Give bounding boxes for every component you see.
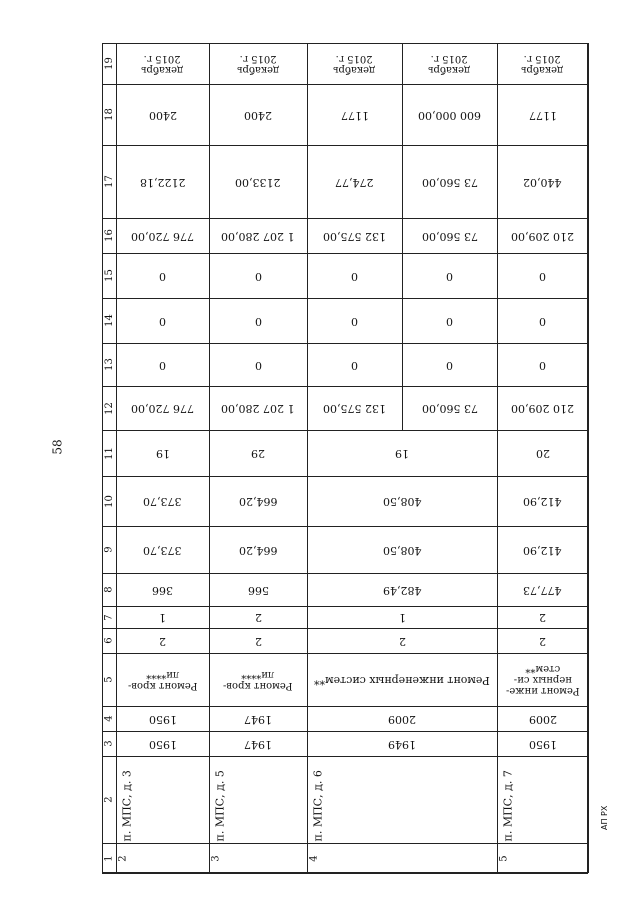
table-cell (497, 653, 588, 706)
cell-value: 132 575,00 (323, 229, 386, 243)
cell-value: 2122,18 (139, 175, 186, 189)
cell-value: 600 000,00 (418, 108, 481, 122)
rotated-table (102, 43, 588, 873)
cell-value: 132 575,00 (323, 402, 386, 415)
table-cell (497, 218, 588, 253)
table-cell (209, 386, 307, 430)
table-cell (209, 606, 307, 628)
table-cell (497, 145, 588, 218)
table-cell (307, 706, 497, 731)
table-cell (116, 43, 209, 84)
table-cell (307, 430, 497, 476)
table-cell (307, 606, 497, 628)
column-number-label: 16 (103, 229, 115, 242)
table-cell (116, 628, 209, 653)
table-cell (116, 430, 209, 476)
table-cell (209, 84, 307, 145)
table-cell (209, 706, 307, 731)
column-number-label: 6 (103, 637, 115, 644)
cell-value: Ремонт кров- ли**** (223, 668, 293, 691)
table-cell (209, 653, 307, 706)
cell-value: 412,90 (523, 495, 562, 508)
table-cell (402, 145, 497, 218)
table-cell (116, 476, 209, 526)
table-cell (209, 43, 307, 84)
table-cell (497, 84, 588, 145)
table-cell (209, 145, 307, 218)
cell-value: 210 209,00 (511, 402, 574, 415)
cell-value: 73 560,00 (421, 175, 478, 189)
cell-value: 0 (446, 314, 453, 328)
column-number-label: 2 (103, 796, 115, 803)
cell-value: 0 (539, 269, 546, 283)
table-cell (307, 343, 402, 386)
table-cell (209, 218, 307, 253)
table-cell (209, 573, 307, 606)
table-cell (116, 298, 209, 343)
column-number (102, 526, 116, 573)
table-cell (209, 731, 307, 756)
column-number (102, 253, 116, 298)
cell-value: 0 (351, 314, 358, 328)
column-number-label: 9 (103, 546, 115, 553)
column-number (102, 430, 116, 476)
cell-value: 408,50 (382, 495, 422, 508)
table-cell (307, 253, 402, 298)
cell-value: 274,77 (335, 175, 374, 189)
table-cell (307, 218, 402, 253)
cell-value: 2 (254, 611, 262, 624)
column-number (102, 843, 116, 873)
table-cell (209, 628, 307, 653)
table-cell (497, 573, 588, 606)
column-number-label: 15 (103, 269, 115, 282)
cell-value: 1177 (528, 108, 557, 122)
cell-value: декабрь 2015 г. (428, 52, 471, 75)
cell-value: 0 (446, 358, 453, 372)
cell-value: декабрь 2015 г. (141, 52, 184, 75)
table-cell (116, 706, 209, 731)
cell-value: 0 (159, 314, 166, 328)
cell-value: 664,20 (238, 495, 278, 508)
column-number-label: 13 (103, 358, 115, 371)
address-cell (309, 756, 325, 843)
table-cell (402, 43, 497, 84)
address-cell (499, 756, 515, 843)
address-label: п. МПС, д. 3 (120, 770, 134, 842)
column-number-label: 19 (103, 57, 115, 70)
table-cell (497, 298, 588, 343)
table-cell (116, 731, 209, 756)
cell-value: 566 (247, 583, 269, 597)
cell-value: 1 (159, 611, 166, 624)
cell-value: 0 (351, 358, 358, 372)
page-number: 58 (50, 439, 65, 455)
table-cell (209, 253, 307, 298)
cell-value: 408,50 (382, 543, 422, 557)
column-number (102, 84, 116, 145)
cell-value: 2400 (244, 108, 272, 122)
column-number (102, 218, 116, 253)
cell-value: 20 (535, 447, 550, 460)
cell-value: 776 720,00 (131, 402, 194, 415)
column-number (102, 606, 116, 628)
cell-value: 1947 (244, 712, 272, 726)
row-number (307, 843, 497, 873)
table-cell (497, 606, 588, 628)
table-cell (497, 386, 588, 430)
column-number (102, 573, 116, 606)
table-cell (307, 43, 402, 84)
column-number-label: 1 (103, 854, 115, 862)
cell-value: 2133,00 (235, 175, 281, 189)
cell-value: декабрь 2015 г. (333, 52, 376, 75)
cell-value: 2 (539, 611, 546, 624)
cell-value: 2400 (148, 108, 177, 122)
column-number (102, 343, 116, 386)
row-number (209, 843, 307, 873)
cell-value: 664,20 (238, 543, 278, 557)
row-number-label: 5 (498, 854, 510, 862)
cell-value: 440,02 (523, 175, 562, 189)
column-number (102, 476, 116, 526)
column-number (102, 145, 116, 218)
column-number (102, 756, 116, 843)
column-number (102, 628, 116, 653)
table-cell (116, 218, 209, 253)
cell-value: 1 207 280,00 (221, 229, 295, 243)
column-number (102, 386, 116, 430)
table-cell (307, 84, 402, 145)
cell-value: 1 (398, 611, 406, 624)
cell-value: 210 209,00 (511, 229, 574, 243)
table-rule (102, 756, 588, 757)
column-number-label: 5 (103, 676, 115, 683)
cell-value: 73 560,00 (421, 402, 478, 415)
column-number-label: 18 (103, 108, 115, 121)
table-cell (497, 476, 588, 526)
table-cell (402, 298, 497, 343)
table-cell (307, 653, 497, 706)
cell-value: 19 (395, 447, 409, 460)
cell-value: 1177 (340, 108, 369, 122)
footer-code: АП РХ (600, 805, 609, 830)
table-cell (497, 706, 588, 731)
cell-value: 1950 (148, 712, 177, 726)
cell-value: 366 (152, 583, 173, 597)
address-label: п. МПС, д. 6 (311, 770, 325, 842)
row-number-label: 3 (210, 854, 222, 862)
table-cell (116, 253, 209, 298)
table-cell (209, 476, 307, 526)
column-number-label: 17 (103, 175, 115, 188)
table-cell (307, 386, 402, 430)
column-number-label: 10 (103, 494, 115, 508)
cell-value: 412,90 (523, 543, 562, 557)
table-cell (116, 386, 209, 430)
cell-value: 1950 (148, 737, 177, 751)
table-cell (116, 606, 209, 628)
cell-value: 0 (159, 269, 166, 283)
address-cell (211, 756, 227, 843)
table-cell (116, 343, 209, 386)
table-cell (402, 343, 497, 386)
row-number (497, 843, 588, 873)
table-cell (209, 343, 307, 386)
cell-value: 0 (159, 358, 166, 372)
table-cell (497, 526, 588, 573)
cell-value: 1950 (528, 737, 557, 751)
cell-value: Ремонт инженерных систем** (314, 673, 490, 687)
column-number-label: 8 (103, 586, 115, 593)
cell-value: Ремонт кров- ли**** (127, 668, 198, 691)
cell-value: декабрь 2015 г. (521, 52, 564, 75)
table-cell (307, 731, 497, 756)
table-cell (307, 145, 402, 218)
column-number-label: 3 (103, 740, 115, 747)
cell-value: 2 (539, 634, 546, 648)
table-cell (116, 145, 209, 218)
table-cell (497, 628, 588, 653)
table-cell (116, 84, 209, 145)
cell-value: 29 (251, 447, 265, 460)
cell-value: 0 (539, 314, 546, 328)
address-label: п. МПС, д. 7 (501, 770, 515, 842)
table-cell (402, 84, 497, 145)
table-cell (307, 298, 402, 343)
column-number-label: 12 (103, 401, 115, 415)
table-rule (588, 43, 589, 873)
table-cell (402, 386, 497, 430)
cell-value: 2 (398, 634, 406, 648)
column-number-label: 7 (103, 613, 115, 621)
table-rule (102, 873, 588, 874)
column-number-label: 11 (103, 446, 115, 460)
row-number-label: 2 (117, 854, 129, 862)
cell-value: 776 720,00 (131, 229, 194, 243)
row-number-label: 4 (308, 854, 320, 862)
column-number (102, 653, 116, 706)
table-cell (209, 298, 307, 343)
table-cell (497, 343, 588, 386)
address-cell (118, 756, 134, 843)
column-number (102, 43, 116, 84)
table-cell (307, 573, 497, 606)
cell-value: декабрь 2015 г. (236, 52, 280, 75)
table-cell (307, 526, 497, 573)
cell-value: 373,70 (143, 543, 182, 557)
table-cell (497, 430, 588, 476)
table-cell (402, 253, 497, 298)
table-cell (307, 476, 497, 526)
cell-value: 1 207 280,00 (221, 402, 295, 415)
cell-value: Ремонт инже- нерных си- стем** (505, 663, 580, 696)
cell-value: 2 (254, 634, 262, 648)
column-number (102, 298, 116, 343)
table-cell (402, 218, 497, 253)
table-cell (497, 253, 588, 298)
table-cell (497, 43, 588, 84)
cell-value: 19 (155, 447, 170, 460)
cell-value: 0 (254, 314, 262, 328)
table-cell (116, 526, 209, 573)
cell-value: 0 (539, 358, 546, 372)
cell-value: 0 (254, 358, 262, 372)
cell-value: 0 (254, 269, 262, 283)
address-label: п. МПС, д. 5 (213, 770, 227, 842)
column-number-label: 14 (103, 314, 115, 327)
cell-value: 2009 (528, 712, 557, 726)
table-cell (209, 430, 307, 476)
cell-value: 0 (446, 269, 453, 283)
table-cell (497, 731, 588, 756)
cell-value: 2 (159, 634, 166, 648)
cell-value: 373,70 (143, 495, 182, 508)
column-number (102, 706, 116, 731)
table-cell (116, 653, 209, 706)
cell-value: 1947 (244, 737, 272, 751)
row-number (116, 843, 209, 873)
cell-value: 482,49 (382, 583, 422, 597)
table-cell (209, 526, 307, 573)
cell-value: 2009 (388, 712, 416, 726)
column-number-label: 4 (103, 715, 115, 722)
cell-value: 0 (351, 269, 358, 283)
table-cell (307, 628, 497, 653)
table-cell (116, 573, 209, 606)
cell-value: 1949 (388, 737, 416, 751)
cell-value: 73 560,00 (421, 229, 478, 243)
column-number (102, 731, 116, 756)
cell-value: 477,73 (523, 583, 562, 597)
